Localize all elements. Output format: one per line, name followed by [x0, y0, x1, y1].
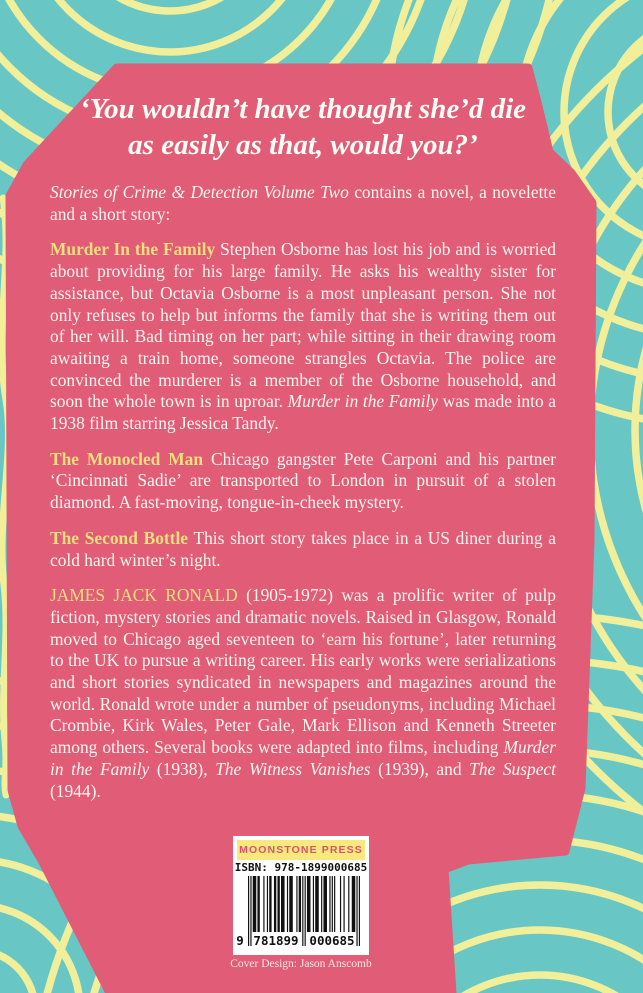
bio-text: (1938),	[149, 758, 216, 779]
pull-quote-line-2: as easily as that, would you?’	[128, 129, 478, 161]
story-title: The Second Bottle	[50, 527, 189, 548]
barcode-digit-first: 9	[236, 933, 244, 948]
pull-quote	[50, 91, 556, 163]
story-text: Stephen Osborne has lost his job and is worried about providing for his large family. He asks his wealthy sister for assistance, but Octavia Osborne is a most unpleasant person. She not only refuses to help but informs the family that she is writing them out of her will. Bad timing on her part; while sitting in their drawing room awaiting a train home, someone strangles Octavia. The police are convinced the murderer is a member of the Osborne household, and soon the whole town is in uproar.	[50, 239, 556, 412]
barcode-block	[233, 836, 369, 955]
story-text: Chicago gangster Pete Carponi and his partner ‘Cincinnati Sadie’ are transported to London in pursuit of a stolen diamond. A fast-moving, tongue-in-cheek mystery.	[50, 448, 556, 513]
intro-paragraph	[50, 182, 556, 225]
blurb-content	[50, 91, 556, 816]
story-blurb-second-bottle	[50, 528, 556, 571]
barcode-digits-right: 000685	[309, 933, 355, 948]
cover-design-credit: Cover Design: Jason Anscomb	[230, 958, 372, 970]
story-blurb-murder-in-the-family	[50, 239, 556, 434]
intro-text: contains a novel, a novelette and a short story:	[50, 182, 556, 224]
book-title-italic: Murder in the Family	[50, 737, 556, 779]
story-title: The Monocled Man	[50, 448, 204, 469]
author-name: JAMES JACK RONALD	[50, 585, 238, 606]
story-text: was made into a 1938 film starring Jessica Tandy.	[50, 391, 556, 434]
book-title-italic: The Suspect	[469, 758, 556, 779]
film-title-italic: Murder in the Family	[287, 391, 439, 412]
author-bio	[50, 585, 556, 802]
barcode-digits-left: 781899	[253, 933, 299, 948]
pull-quote-line-1: ‘You wouldn’t have thought she’d die	[79, 93, 527, 125]
story-blurb-monocled-man	[50, 449, 556, 514]
series-title: Stories of Crime & Detection Volume Two	[50, 182, 349, 202]
story-text: This short story takes place in a US diner during a cold hard winter’s night.	[50, 527, 556, 570]
bio-text: (1939), and	[370, 758, 470, 779]
book-title-italic: The Witness Vanishes	[215, 758, 371, 779]
bio-text: (1905-1972) was a prolific writer of pulp fiction, mystery stories and dramatic novels. Raised in Glasgow, Ronald moved to Chicago aged seventeen to ‘earn his fortune’, later returning to the UK to pursue a writing career. His early works were serializations and short stories syndicated in newspapers and magazines around the world. Ronald wrote under a number of pseudonyms, including Michael Crombie, Kirk Wales, Peter Gale, Mark Ellison and Kenneth Streeter among others. Several books were adapted into films, including	[50, 585, 556, 758]
story-title: Murder In the Family	[50, 239, 216, 260]
bio-text: (1944).	[50, 780, 101, 801]
publisher-banner: MOONSTONE PRESS	[237, 840, 365, 860]
isbn-label: ISBN: 978-1899000685	[234, 861, 368, 874]
